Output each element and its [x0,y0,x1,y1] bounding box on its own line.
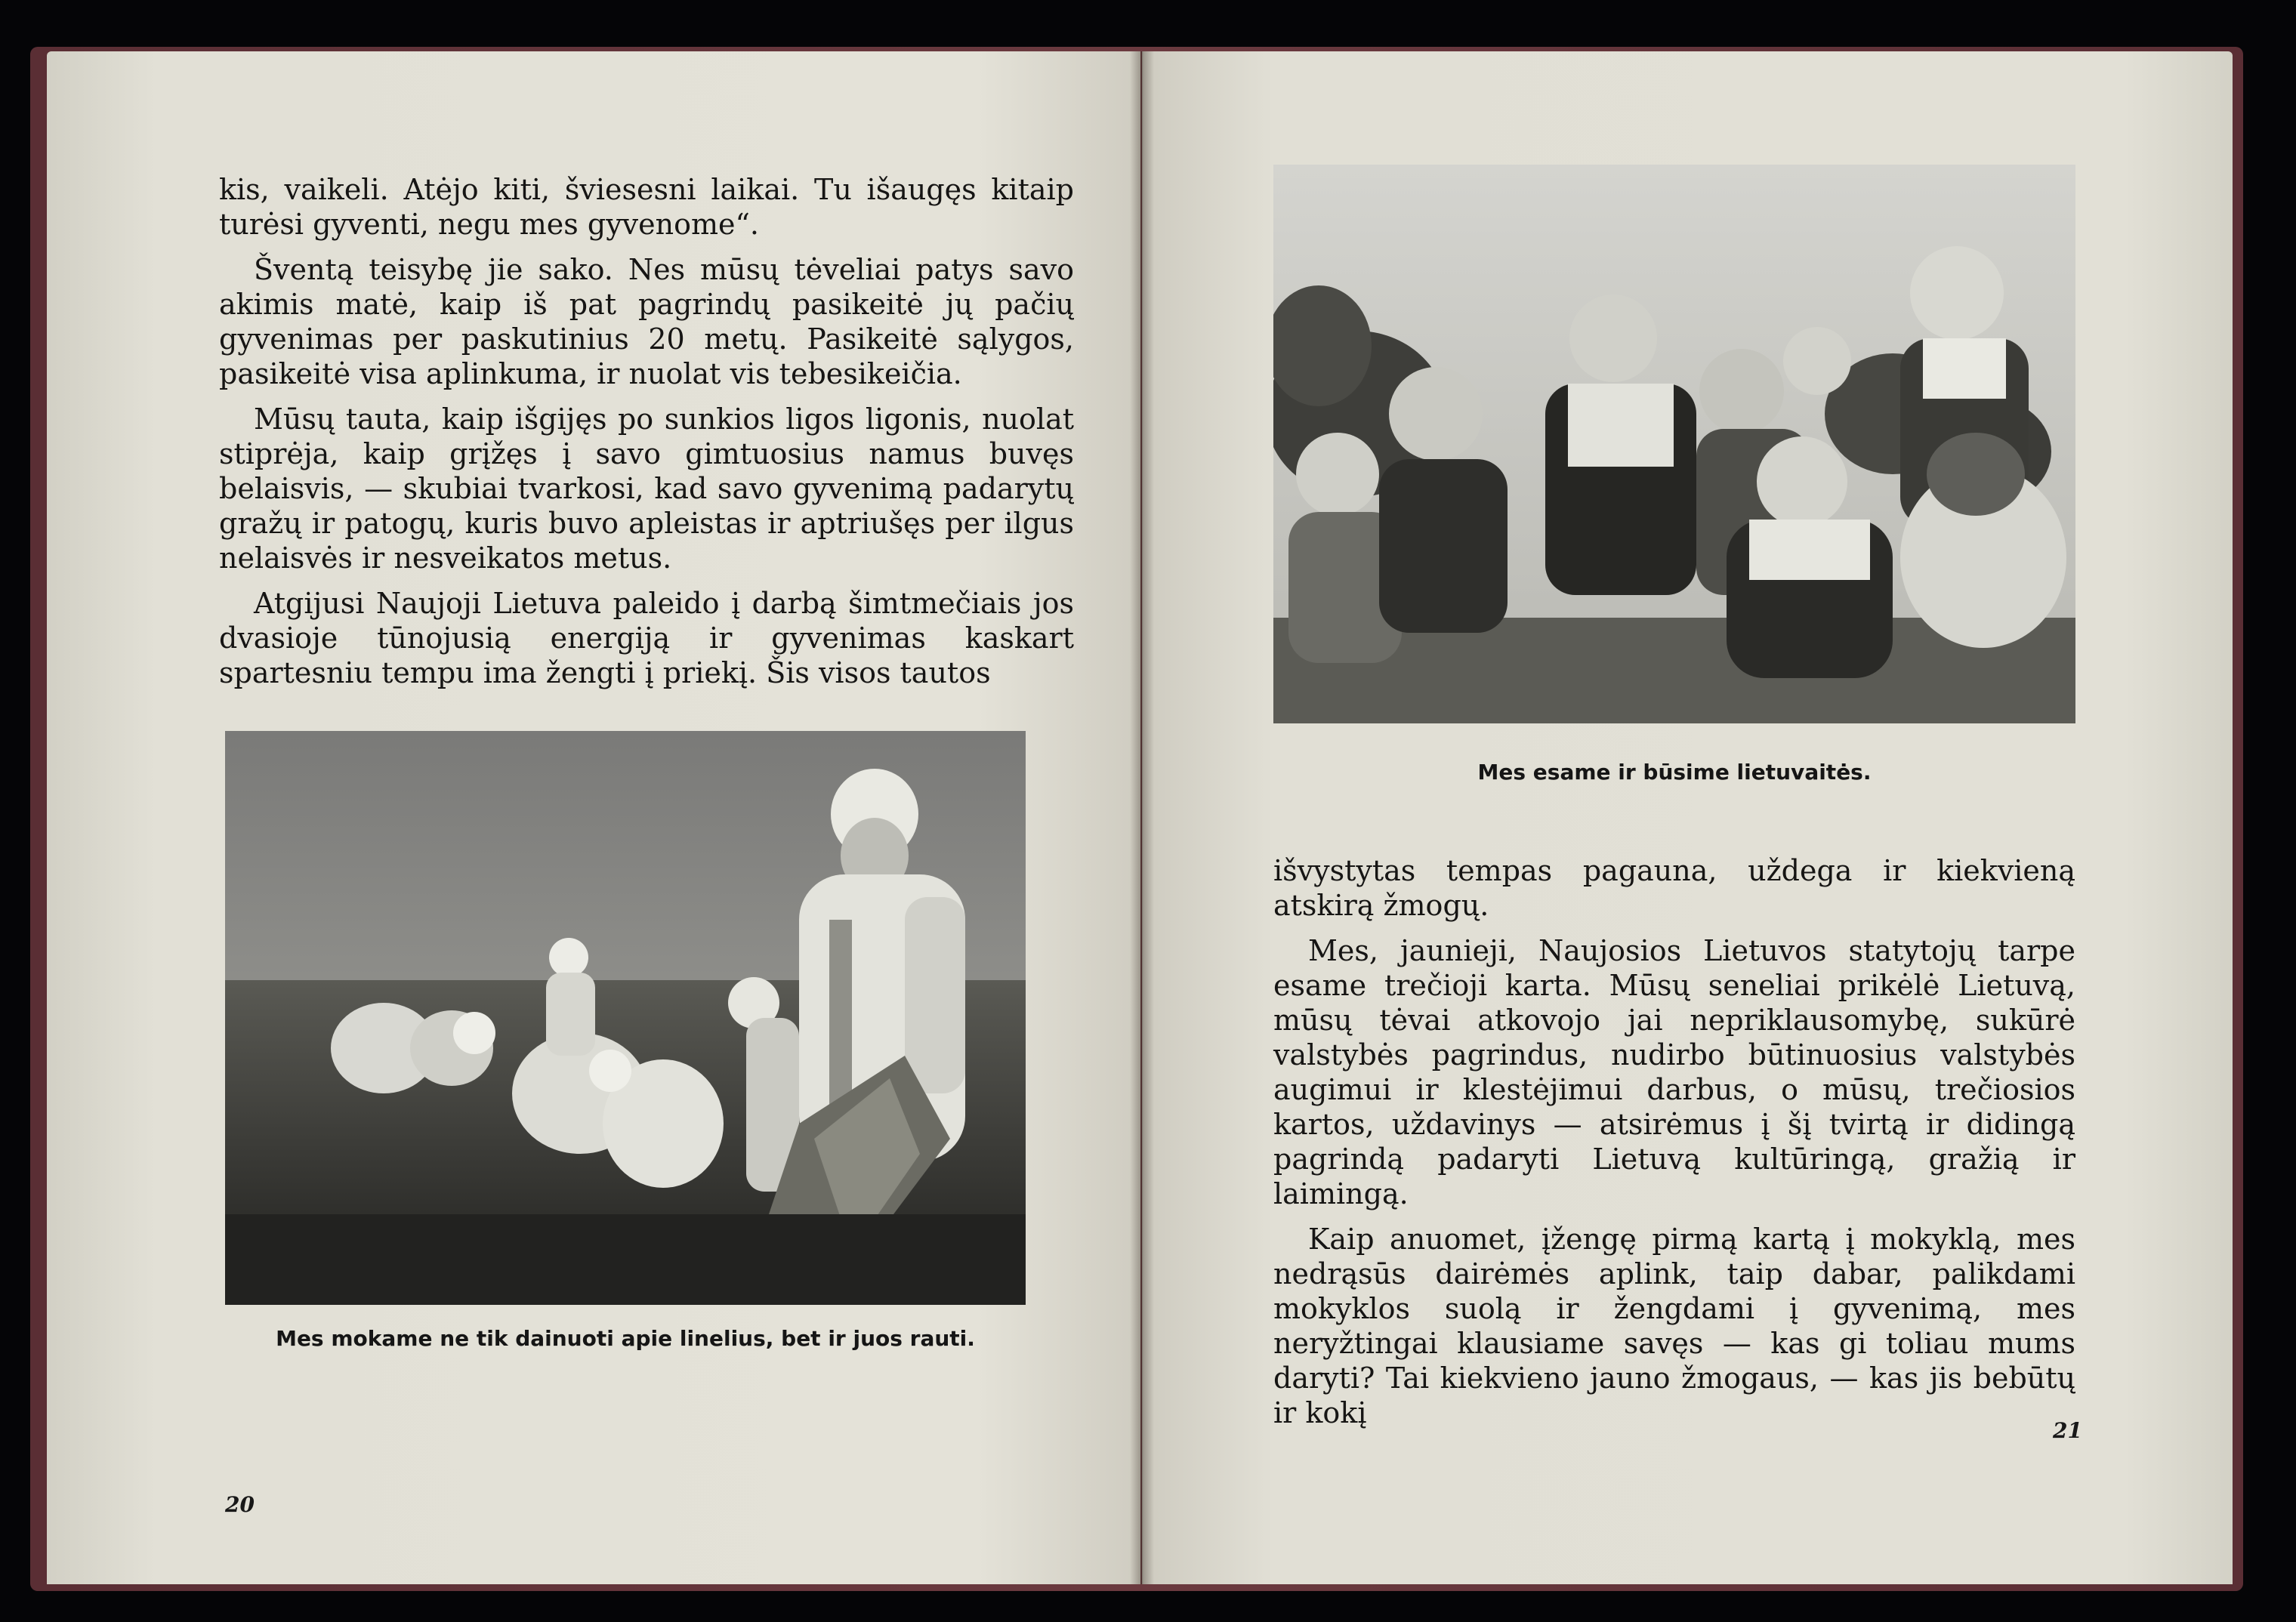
right-paragraph-1: išvystytas tempas pagauna, uždega ir kiekvieną atskirą žmogų. [1273,854,2075,922]
left-paragraph-3: Mūsų tauta, kaip išgijęs po sunkios ligos ligonis, nuolat stiprėja, kaip grįžęs į savo gimtuosius namus buvęs belaisvis, — skubiai tvarkosi, kad savo gyvenimą padarytų gražų ir patogų, kuris buvo apleistas ir aptriušęs per ilgus nelaisvės ir nesveikatos metus. [219,402,1074,575]
right-photo-caption: Mes esame ir būsime lietuvaitės. [1477,760,1872,785]
right-paragraph-2: Mes, jaunieji, Naujosios Lietuvos statytojų tarpe esame trečioji karta. Mūsų seneliai prikėlė Lietuvą, mūsų tėvai atkovojo jai nepriklausomybę, sukūrė valstybės pagrindus, nudirbo būtinuosius valstybės augimui ir klestėjimui darbus, o mūsų, trečiosios kartos, uždavinys — atsirėmus į šį tvirtą ir didingą pagrindą padaryti Lietuvą kultūringą, gražią ir laimingą. [1273,934,2075,1210]
left-page [47,51,1140,1584]
girls-folk-costume-illustration [1273,165,2075,723]
left-page-text [219,172,1074,701]
left-paragraph-2: Šventą teisybę jie sako. Nes mūsų tėveliai patys savo akimis matė, kaip iš pat pagrindų pasikeitė jų pačių gyvenimas per paskutinius 20 metų. Pasikeitė sąlygos, pasikeitė visa aplinkuma, ir nuolat vis tebesikeičia. [219,253,1074,390]
flax-harvest-photo [225,731,1026,1305]
flax-harvest-illustration [225,731,1026,1305]
left-page-number: 20 [225,1492,255,1517]
girls-folk-costume-photo [1273,165,2075,723]
left-photo-caption: Mes mokame ne tik dainuoti apie linelius, bet ir juos rauti. [276,1326,975,1351]
right-page-number: 21 [2053,1418,2082,1443]
book-gutter [1130,51,1154,1584]
right-paragraph-3: Kaip anuomet, įžengę pirmą kartą į mokyklą, mes nedrąsūs dairėmės aplink, taip dabar, palikdami mokyklos suolą ir žengdami į gyvenimą, mes neryžtingai klausiame savęs — kas gi toliau mums daryti? Tai kiekvieno jauno žmogaus, — kas jis bebūtų ir kokį [1273,1223,2075,1429]
left-paragraph-4: Atgijusi Naujoji Lietuva paleido į darbą šimtmečiais jos dvasioje tūnojusią energiją ir gyvenimas kaskart spartesniu tempu ima žengti į priekį. Šis visos tautos [219,587,1074,689]
right-page-text [1273,853,2075,1441]
left-paragraph-1: kis, vaikeli. Atėjo kiti, šviesesni laikai. Tu išaugęs kitaip turėsi gyventi, negu mes gyvenome“. [219,173,1074,241]
right-page [1142,51,2233,1584]
